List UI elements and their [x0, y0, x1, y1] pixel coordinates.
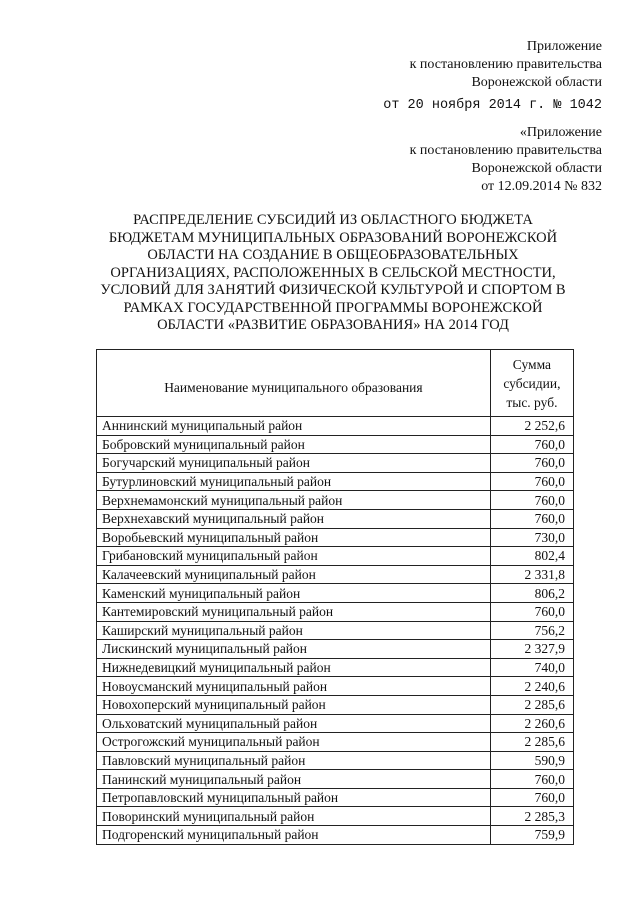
- table-header-row: [97, 350, 574, 417]
- district-name: Верхнехавский муниципальный район: [97, 509, 491, 528]
- district-name: Аннинский муниципальный район: [97, 417, 491, 436]
- district-name: Лискинский муниципальный район: [97, 640, 491, 659]
- subsidy-amount: 760,0: [490, 435, 573, 454]
- table-row: [97, 602, 574, 621]
- district-name: Верхнемамонский муниципальный район: [97, 491, 491, 510]
- subsidy-amount: 590,9: [490, 751, 573, 770]
- column-header-name: Наименование муниципального образования: [97, 350, 491, 417]
- subsidy-amount: 2 252,6: [490, 417, 573, 436]
- subsidy-amount: 760,0: [490, 770, 573, 789]
- subsidy-amount: 760,0: [490, 491, 573, 510]
- table-row: [97, 454, 574, 473]
- title-line: ОРГАНИЗАЦИЯХ, РАСПОЛОЖЕННЫХ В СЕЛЬСКОЙ МЕСТНОСТИ,: [110, 264, 556, 281]
- column-header-amount-line: Сумма: [512, 356, 552, 372]
- table-row: [97, 695, 574, 714]
- subsidy-amount: 740,0: [490, 658, 573, 677]
- column-header-amount-line: тыс. руб.: [506, 394, 558, 410]
- subsidy-amount: 802,4: [490, 547, 573, 566]
- district-name: Поворинский муниципальный район: [97, 807, 491, 826]
- district-name: Бобровский муниципальный район: [97, 435, 491, 454]
- subsidy-table-body: [97, 417, 574, 845]
- subsidy-amount: 760,0: [490, 509, 573, 528]
- district-name: Калачеевский муниципальный район: [97, 565, 491, 584]
- district-name: Каширский муниципальный район: [97, 621, 491, 640]
- district-name: Новоусманский муниципальный район: [97, 677, 491, 696]
- district-name: Воробьевский муниципальный район: [97, 528, 491, 547]
- table-row: [97, 417, 574, 436]
- title-line: РАСПРЕДЕЛЕНИЕ СУБСИДИЙ ИЗ ОБЛАСТНОГО БЮДЖЕТА: [133, 212, 533, 228]
- column-header-amount: [490, 350, 573, 417]
- table-row: [97, 565, 574, 584]
- table-row: [97, 714, 574, 733]
- table-row: [97, 509, 574, 528]
- appendix-header: [383, 38, 602, 115]
- subsidy-amount: 2 285,6: [490, 695, 573, 714]
- appendix-label: Приложение: [526, 39, 602, 54]
- table-row: [97, 751, 574, 770]
- previous-appendix-region: Воронежской области: [471, 161, 602, 176]
- subsidy-amount: 2 285,6: [490, 733, 573, 752]
- subsidy-amount: 756,2: [490, 621, 573, 640]
- table-row: [97, 826, 574, 845]
- column-header-amount-line: субсидии,: [503, 375, 561, 391]
- district-name: Новохоперский муниципальный район: [97, 695, 491, 714]
- subsidy-table: [96, 349, 574, 845]
- subsidy-amount: 2 327,9: [490, 640, 573, 659]
- district-name: Павловский муниципальный район: [97, 751, 491, 770]
- table-row: [97, 733, 574, 752]
- title-line: БЮДЖЕТАМ МУНИЦИПАЛЬНЫХ ОБРАЗОВАНИЙ ВОРОНЕЖСКОЙ: [108, 229, 558, 246]
- district-name: Ольховатский муниципальный район: [97, 714, 491, 733]
- appendix-resolution: к постановлению правительства: [409, 57, 602, 72]
- district-name: Петропавловский муниципальный район: [97, 788, 491, 807]
- district-name: Богучарский муниципальный район: [97, 454, 491, 473]
- previous-appendix-label: «Приложение: [519, 125, 602, 140]
- document-title: [96, 212, 570, 335]
- subsidy-amount: 2 285,3: [490, 807, 573, 826]
- subsidy-amount: 760,0: [490, 472, 573, 491]
- table-row: [97, 584, 574, 603]
- district-name: Панинский муниципальный район: [97, 770, 491, 789]
- previous-appendix-header: [410, 124, 602, 196]
- table-row: [97, 658, 574, 677]
- subsidy-amount: 759,9: [490, 826, 573, 845]
- table-row: [97, 788, 574, 807]
- subsidy-amount: 806,2: [490, 584, 573, 603]
- previous-appendix-resolution: к постановлению правительства: [409, 143, 602, 158]
- table-row: [97, 640, 574, 659]
- table-row: [97, 621, 574, 640]
- subsidy-amount: 760,0: [490, 602, 573, 621]
- table-row: [97, 677, 574, 696]
- subsidy-amount: 2 240,6: [490, 677, 573, 696]
- table-row: [97, 547, 574, 566]
- subsidy-amount: 2 260,6: [490, 714, 573, 733]
- table-row: [97, 472, 574, 491]
- district-name: Острогожский муниципальный район: [97, 733, 491, 752]
- previous-appendix-date-number: от 12.09.2014 № 832: [481, 179, 602, 194]
- district-name: Нижнедевицкий муниципальный район: [97, 658, 491, 677]
- appendix-date-number: от 20 ноября 2014 г. № 1042: [383, 98, 602, 113]
- subsidy-amount: 760,0: [490, 788, 573, 807]
- table-row: [97, 770, 574, 789]
- subsidy-amount: 2 331,8: [490, 565, 573, 584]
- subsidy-amount: 760,0: [490, 454, 573, 473]
- title-line: УСЛОВИЙ ДЛЯ ЗАНЯТИЙ ФИЗИЧЕСКОЙ КУЛЬТУРОЙ И СПОРТОМ В: [100, 282, 566, 298]
- table-row: [97, 528, 574, 547]
- table-row: [97, 807, 574, 826]
- title-line: ОБЛАСТИ «РАЗВИТИЕ ОБРАЗОВАНИЯ» НА 2014 ГОД: [157, 317, 509, 333]
- district-name: Бутурлиновский муниципальный район: [97, 472, 491, 491]
- title-line: РАМКАХ ГОСУДАРСТВЕННОЙ ПРОГРАММЫ ВОРОНЕЖСКОЙ: [123, 299, 543, 316]
- district-name: Каменский муниципальный район: [97, 584, 491, 603]
- table-row: [97, 491, 574, 510]
- subsidy-amount: 730,0: [490, 528, 573, 547]
- district-name: Кантемировский муниципальный район: [97, 602, 491, 621]
- title-line: ОБЛАСТИ НА СОЗДАНИЕ В ОБЩЕОБРАЗОВАТЕЛЬНЫХ: [147, 247, 519, 263]
- district-name: Грибановский муниципальный район: [97, 547, 491, 566]
- appendix-region: Воронежской области: [471, 75, 602, 90]
- district-name: Подгоренский муниципальный район: [97, 826, 491, 845]
- table-row: [97, 435, 574, 454]
